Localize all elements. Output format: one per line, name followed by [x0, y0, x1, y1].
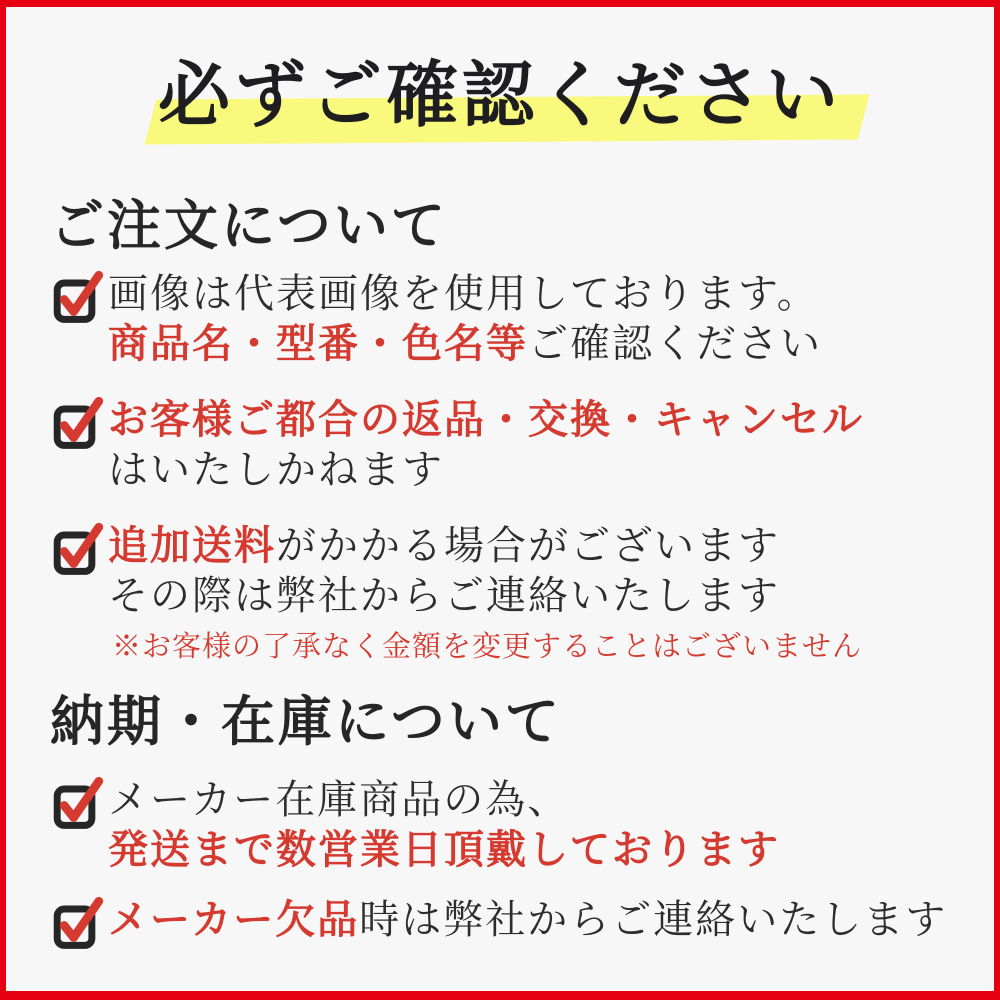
item-text-red: お客様ご都合の返品・交換・キャンセル [108, 396, 864, 443]
check-item-maker-shortage [52, 895, 964, 951]
item-line [108, 269, 822, 319]
item-text-black: ご確認ください [528, 321, 822, 367]
check-item-extra-shipping [52, 521, 964, 665]
item-text-red: 商品名・型番・色名等 [108, 320, 528, 367]
item-text [108, 395, 864, 495]
checked-checkbox-icon [52, 893, 104, 951]
item-text [108, 895, 947, 945]
item-line [108, 895, 947, 945]
section-heading-stock: 納期・在庫について [50, 689, 562, 753]
item-text-red: メーカー欠品 [108, 896, 360, 943]
item-text-black: 時は弊社からご連絡いたします [359, 897, 948, 943]
check-item-maker-stock [52, 775, 964, 875]
item-text-black: はいたしかねます [108, 447, 444, 493]
item-text-black: がかかる場合がございます [276, 523, 780, 569]
item-text-black: その際は弊社からご連絡いたします [108, 573, 780, 619]
item-text [108, 775, 780, 875]
item-note: ※お客様の了承なく金額を変更することはございません [112, 629, 863, 663]
check-item-no-returns [52, 395, 964, 495]
item-line [108, 775, 780, 825]
checked-checkbox-icon [52, 773, 104, 831]
checked-checkbox-icon [52, 393, 104, 451]
item-line [108, 521, 862, 571]
item-text [108, 521, 862, 665]
item-line [108, 571, 862, 621]
item-text-black: 画像は代表画像を使用しております。 [108, 271, 819, 317]
page-title: 必ずご確認ください [157, 52, 842, 137]
item-line [108, 825, 780, 875]
item-text-red: 発送まで数営業日頂戴しております [108, 826, 780, 873]
section-heading-orders: ご注文について [50, 193, 448, 257]
item-line [108, 319, 822, 369]
item-text-black: メーカー在庫商品の為、 [108, 777, 570, 823]
item-text-red: 追加送料 [108, 522, 276, 569]
item-text [108, 269, 822, 369]
checked-checkbox-icon [52, 267, 104, 325]
item-line [108, 395, 864, 445]
item-line [108, 445, 864, 495]
check-item-representative-image [52, 269, 964, 369]
checked-checkbox-icon [52, 519, 104, 577]
